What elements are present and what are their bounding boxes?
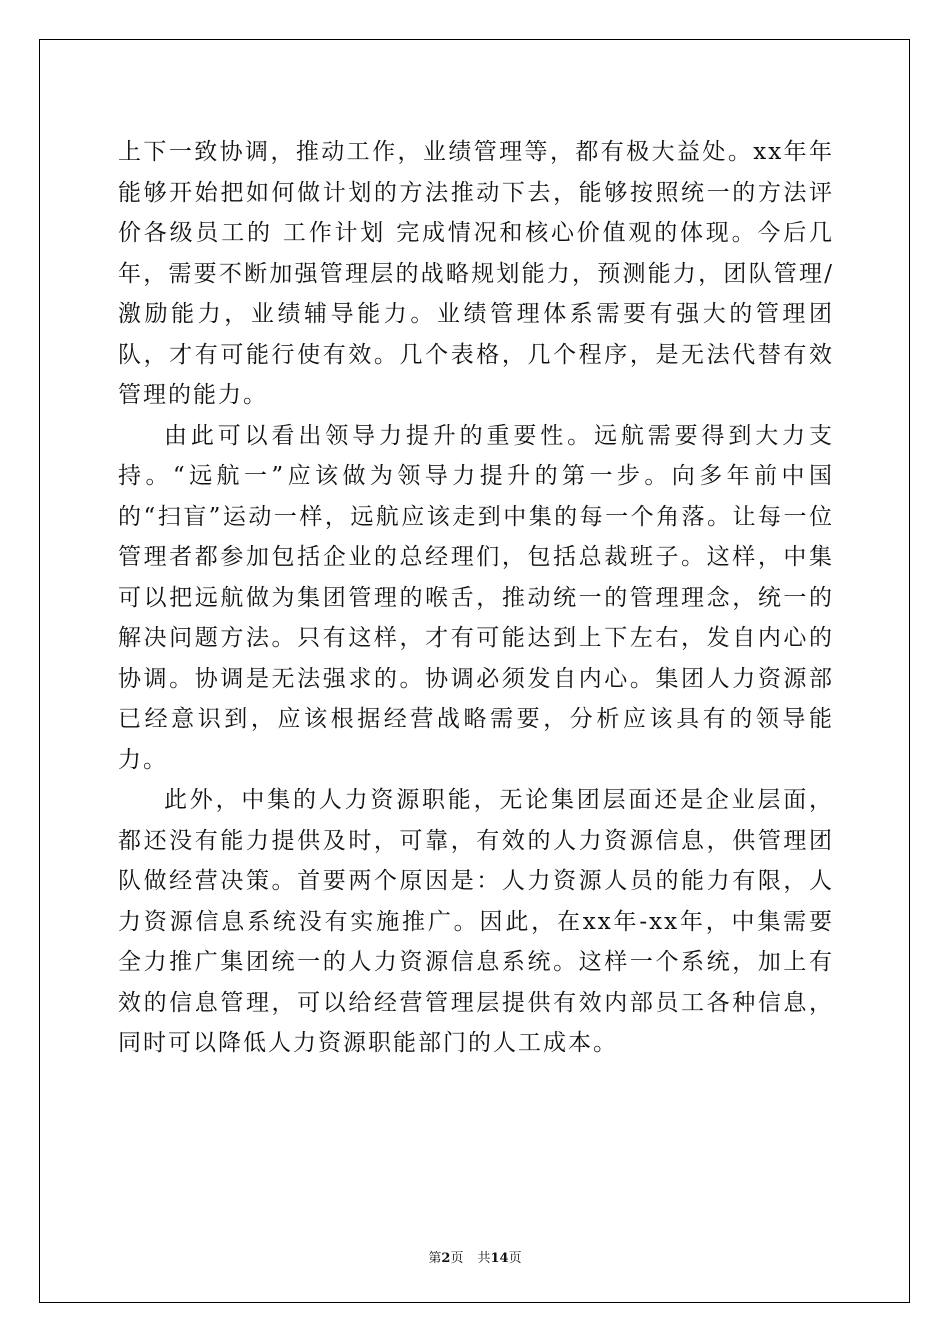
total-prefix: 共	[477, 1251, 491, 1266]
page-footer	[0, 1247, 950, 1266]
paragraph-3: 此外，中集的人力资源职能，无论集团层面还是企业层面，都还没有能力提供及时，可靠，有效的人力资源信息，供管理团队做经营决策。首要两个原因是：人力资源人员的能力有限，人力资源信息系统没有实施推广。因此，在xx年-xx年，中集需要全力推广集团统一的人力资源信息系统。这样一个系统，加上有效的信息管理，可以给经营管理层提供有效内部员工各种信息，同时可以降低人力资源职能部门的人工成本。	[118, 787, 834, 1056]
current-page-number: 2	[441, 1251, 451, 1266]
paragraph-2: 由此可以看出领导力提升的重要性。远航需要得到大力支持。“远航一”应该做为领导力提升的第一步。向多年前中国的“扫盲”运动一样，远航应该走到中集的每一个角落。让每一位管理者都参加包括企业的总经理们，包括总裁班子。这样，中集可以把远航做为集团管理的喉舌，推动统一的管理理念，统一的解决问题方法。只有这样，才有可能达到上下左右，发自内心的协调。协调是无法强求的。协调必须发自内心。集团人力资源部已经意识到，应该根据经营战略需要，分析应该具有的领导能力。	[118, 422, 834, 773]
page-prefix: 第	[428, 1251, 442, 1266]
total-suffix: 页	[508, 1251, 522, 1266]
document-body	[118, 132, 834, 1064]
paragraph-1: 上下一致协调，推动工作，业绩管理等，都有极大益处。xx年年能够开始把如何做计划的方法推动下去，能够按照统一的方法评价各级员工的 工作计划 完成情况和核心价值观的体现。今后几年，需要不断加强管理层的战略规划能力，预测能力，团队管理/激励能力，业绩辅导能力。业绩管理体系需要有强大的管理团队，才有可能行使有效。几个表格，几个程序，是无法代替有效管理的能力。	[118, 139, 834, 408]
total-pages-number: 14	[490, 1251, 509, 1266]
page-suffix: 页	[450, 1251, 464, 1266]
